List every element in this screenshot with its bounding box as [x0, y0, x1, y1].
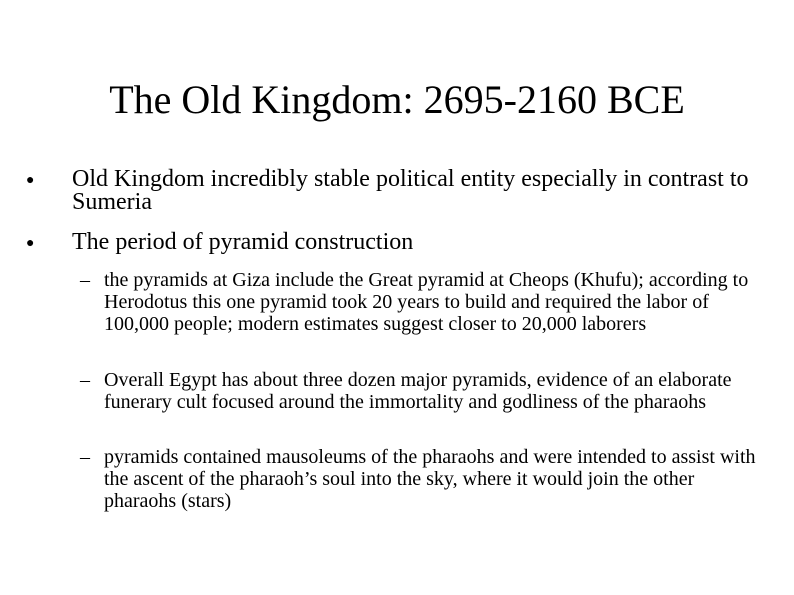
sub-bullet-item — [80, 446, 764, 512]
dash-icon: – — [80, 369, 90, 391]
sub-bullet-item — [80, 369, 764, 413]
bullet-text: Old Kingdom incredibly stable political entity especially in contrast to Sumeria — [72, 166, 749, 215]
bullet-dot-icon: ● — [26, 173, 35, 188]
sub-bullet-text: pyramids contained mausoleums of the pharaohs and were intended to assist with the ascent of the pharaoh’s soul into the sky, where it would join the other pharaohs (stars) — [104, 446, 756, 512]
dash-icon: – — [80, 269, 90, 291]
bullet-item — [26, 166, 752, 215]
sub-bullet-text: the pyramids at Giza include the Great pyramid at Cheops (Khufu); according to Herodotus this one pyramid took 20 years to build and required the labor of 100,000 people; modern estimates suggest closer to 20,000 laborers — [104, 269, 749, 335]
sub-bullet-text: Overall Egypt has about three dozen major pyramids, evidence of an elaborate funerary cult focused around the immortality and godliness of the pharaohs — [104, 369, 732, 413]
bullet-item — [26, 229, 752, 255]
slide-title: The Old Kingdom: 2695-2160 BCE — [109, 77, 685, 122]
sub-bullet-item — [80, 269, 764, 335]
bullet-dot-icon: ● — [26, 236, 35, 251]
dash-icon: – — [80, 446, 90, 468]
bullet-text: The period of pyramid construction — [72, 229, 414, 255]
